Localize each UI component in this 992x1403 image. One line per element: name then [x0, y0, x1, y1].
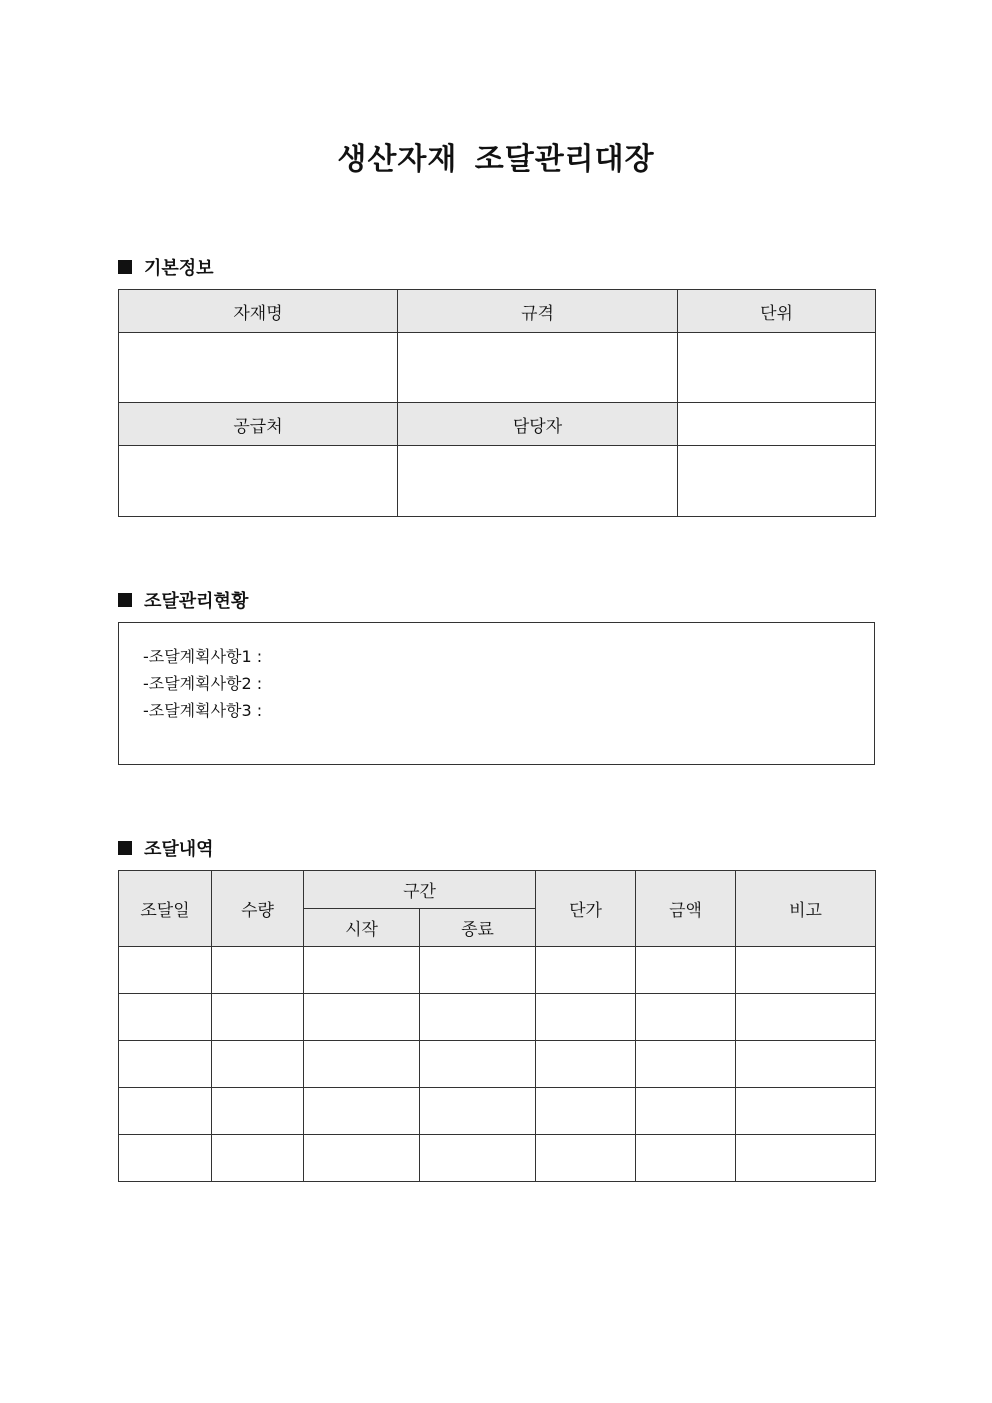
unit-price-cell[interactable]: [536, 947, 636, 994]
manager-cell[interactable]: [398, 446, 678, 517]
date-cell[interactable]: [119, 1088, 212, 1135]
header-unit-price: 단가: [536, 871, 636, 947]
note-cell[interactable]: [736, 1041, 876, 1088]
unit-price-cell[interactable]: [536, 1088, 636, 1135]
unit-price-cell[interactable]: [536, 994, 636, 1041]
table-row: [119, 994, 876, 1041]
quantity-cell[interactable]: [212, 1135, 304, 1182]
section-basic-info-heading: 기본정보: [144, 258, 214, 279]
header-spec: 규격: [398, 290, 678, 333]
end-cell[interactable]: [420, 1041, 536, 1088]
unit-price-cell[interactable]: [536, 1041, 636, 1088]
table-row: [119, 1135, 876, 1182]
header-period: 구간: [304, 871, 536, 909]
quantity-cell[interactable]: [212, 947, 304, 994]
date-cell[interactable]: [119, 947, 212, 994]
header-unit: 단위: [678, 290, 876, 333]
start-cell[interactable]: [304, 1135, 420, 1182]
end-cell[interactable]: [420, 994, 536, 1041]
unit-price-cell[interactable]: [536, 1135, 636, 1182]
header-supplier: 공급처: [119, 403, 398, 446]
supplier-cell[interactable]: [119, 446, 398, 517]
status-line-3: -조달계획사항3 :: [143, 701, 263, 720]
header-note: 비고: [736, 871, 876, 947]
status-line-1: -조달계획사항1 :: [143, 647, 263, 666]
start-cell[interactable]: [304, 1041, 420, 1088]
section-details: [118, 835, 214, 861]
square-bullet-icon: [118, 593, 132, 607]
header-start: 시작: [304, 909, 420, 947]
section-details-heading: 조달내역: [144, 839, 214, 860]
header-date: 조달일: [119, 871, 212, 947]
quantity-cell[interactable]: [212, 1088, 304, 1135]
end-cell[interactable]: [420, 1135, 536, 1182]
start-cell[interactable]: [304, 1088, 420, 1135]
start-cell[interactable]: [304, 994, 420, 1041]
header-blank-cell: [678, 403, 876, 446]
header-material-name: 자재명: [119, 290, 398, 333]
status-box[interactable]: [118, 622, 875, 765]
amount-cell[interactable]: [636, 947, 736, 994]
note-cell[interactable]: [736, 1088, 876, 1135]
table-row: [119, 947, 876, 994]
details-table: [118, 870, 876, 1182]
header-end: 종료: [420, 909, 536, 947]
amount-cell[interactable]: [636, 994, 736, 1041]
amount-cell[interactable]: [636, 1041, 736, 1088]
end-cell[interactable]: [420, 947, 536, 994]
date-cell[interactable]: [119, 994, 212, 1041]
page-title: 생산자재 조달관리대장: [337, 142, 655, 177]
table-row: [119, 1041, 876, 1088]
blank-cell[interactable]: [678, 446, 876, 517]
square-bullet-icon: [118, 260, 132, 274]
header-manager: 담당자: [398, 403, 678, 446]
section-basic-info: [118, 254, 214, 280]
header-quantity: 수량: [212, 871, 304, 947]
square-bullet-icon: [118, 841, 132, 855]
amount-cell[interactable]: [636, 1135, 736, 1182]
end-cell[interactable]: [420, 1088, 536, 1135]
basic-info-table: [118, 289, 876, 517]
header-amount: 금액: [636, 871, 736, 947]
spec-cell[interactable]: [398, 333, 678, 403]
note-cell[interactable]: [736, 1135, 876, 1182]
detail-rows: [119, 947, 876, 1182]
section-status: [118, 587, 248, 613]
quantity-cell[interactable]: [212, 994, 304, 1041]
quantity-cell[interactable]: [212, 1041, 304, 1088]
status-line-2: -조달계획사항2 :: [143, 674, 263, 693]
unit-cell[interactable]: [678, 333, 876, 403]
date-cell[interactable]: [119, 1135, 212, 1182]
note-cell[interactable]: [736, 994, 876, 1041]
start-cell[interactable]: [304, 947, 420, 994]
section-status-heading: 조달관리현황: [144, 591, 249, 612]
amount-cell[interactable]: [636, 1088, 736, 1135]
table-row: [119, 1088, 876, 1135]
material-name-cell[interactable]: [119, 333, 398, 403]
note-cell[interactable]: [736, 947, 876, 994]
date-cell[interactable]: [119, 1041, 212, 1088]
